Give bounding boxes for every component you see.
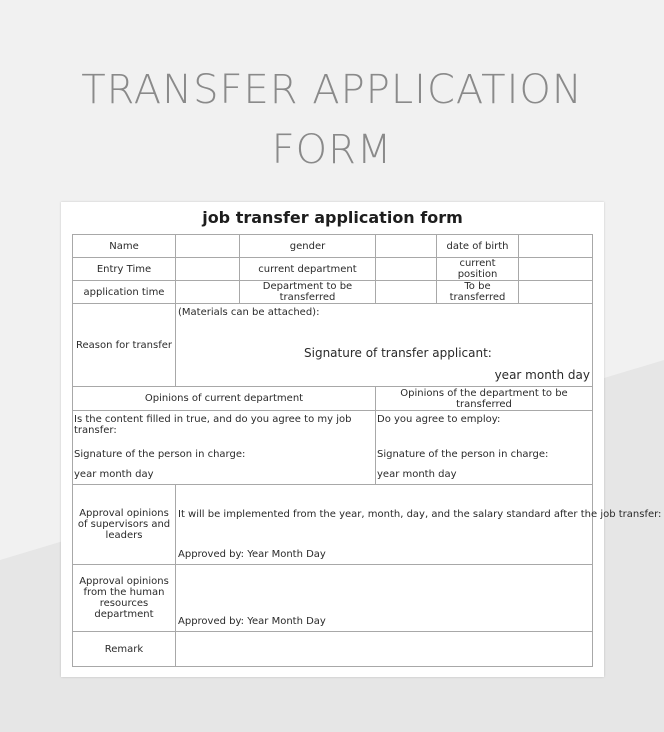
to-be-transferred-label: To be transferred <box>437 281 519 304</box>
gender-value-cell[interactable] <box>376 235 437 258</box>
target-date-label: year month day <box>377 469 457 480</box>
supervisor-approval-label: Approval opinions of supervisors and leaders <box>73 485 176 565</box>
target-department-opinion-cell[interactable] <box>376 411 593 485</box>
hero-title-line2: FORM <box>271 127 393 173</box>
current-department-value-cell[interactable] <box>376 258 437 281</box>
supervisor-approval-cell[interactable] <box>176 485 662 565</box>
current-department-label: current department <box>240 258 376 281</box>
remark-label: Remark <box>73 632 176 667</box>
transfer-form-table <box>72 234 662 667</box>
current-department-opinion-cell[interactable] <box>73 411 376 485</box>
table-row <box>73 411 593 485</box>
table-row <box>73 281 593 304</box>
department-to-be-transferred-value-cell[interactable] <box>376 281 437 304</box>
entry-time-label: Entry Time <box>73 258 176 281</box>
table-row <box>73 565 593 632</box>
current-position-label: current position <box>437 258 519 281</box>
hr-approval-cell[interactable] <box>176 565 593 632</box>
current-date-label: year month day <box>74 469 154 480</box>
to-be-transferred-value-cell[interactable] <box>519 281 593 304</box>
applicant-signature-label: Signature of transfer applicant: <box>304 346 492 360</box>
table-row <box>73 304 593 387</box>
application-time-label: application time <box>73 281 176 304</box>
form-paper <box>61 202 662 677</box>
remark-value-cell[interactable] <box>176 632 593 667</box>
date-of-birth-value-cell[interactable] <box>519 235 593 258</box>
reason-for-transfer-label: Reason for transfer <box>73 304 176 387</box>
supervisor-approved-by-label: Approved by: Year Month Day <box>178 549 326 560</box>
reason-for-transfer-cell[interactable] <box>176 304 593 387</box>
document-title: job transfer application form <box>202 208 463 227</box>
materials-note: (Materials can be attached): <box>178 307 320 318</box>
date-of-birth-label: date of birth <box>437 235 519 258</box>
current-position-value-cell[interactable] <box>519 258 593 281</box>
current-signature-label: Signature of the person in charge: <box>74 449 246 460</box>
table-row <box>73 235 593 258</box>
hr-approved-by-label: Approved by: Year Month Day <box>178 616 326 627</box>
hr-approval-label: Approval opinions from the human resources department <box>73 565 176 632</box>
table-row <box>73 632 593 667</box>
table-row <box>73 485 593 565</box>
current-department-opinions-header: Opinions of current department <box>73 387 376 411</box>
target-signature-label: Signature of the person in charge: <box>377 449 549 460</box>
entry-time-value-cell[interactable] <box>176 258 240 281</box>
name-value-cell[interactable] <box>176 235 240 258</box>
table-row <box>73 258 593 281</box>
department-to-be-transferred-label: Department to be transferred <box>240 281 376 304</box>
hero-title-line1: TRANSFER APPLICATION <box>81 67 583 113</box>
implementation-statement: It will be implemented from the year, month, day, and the salary standard after the job transfer: <box>178 509 662 520</box>
table-row <box>73 387 593 411</box>
target-department-opinions-header: Opinions of the department to be transferred <box>376 387 593 411</box>
current-agree-question: Is the content filled in true, and do you agree to my job transfer: <box>74 414 352 436</box>
gender-label: gender <box>240 235 376 258</box>
name-label: Name <box>73 235 176 258</box>
applicant-date-label: year month day <box>494 368 590 382</box>
target-agree-question: Do you agree to employ: <box>377 414 501 425</box>
application-time-value-cell[interactable] <box>176 281 240 304</box>
page-hero-title <box>0 60 664 180</box>
